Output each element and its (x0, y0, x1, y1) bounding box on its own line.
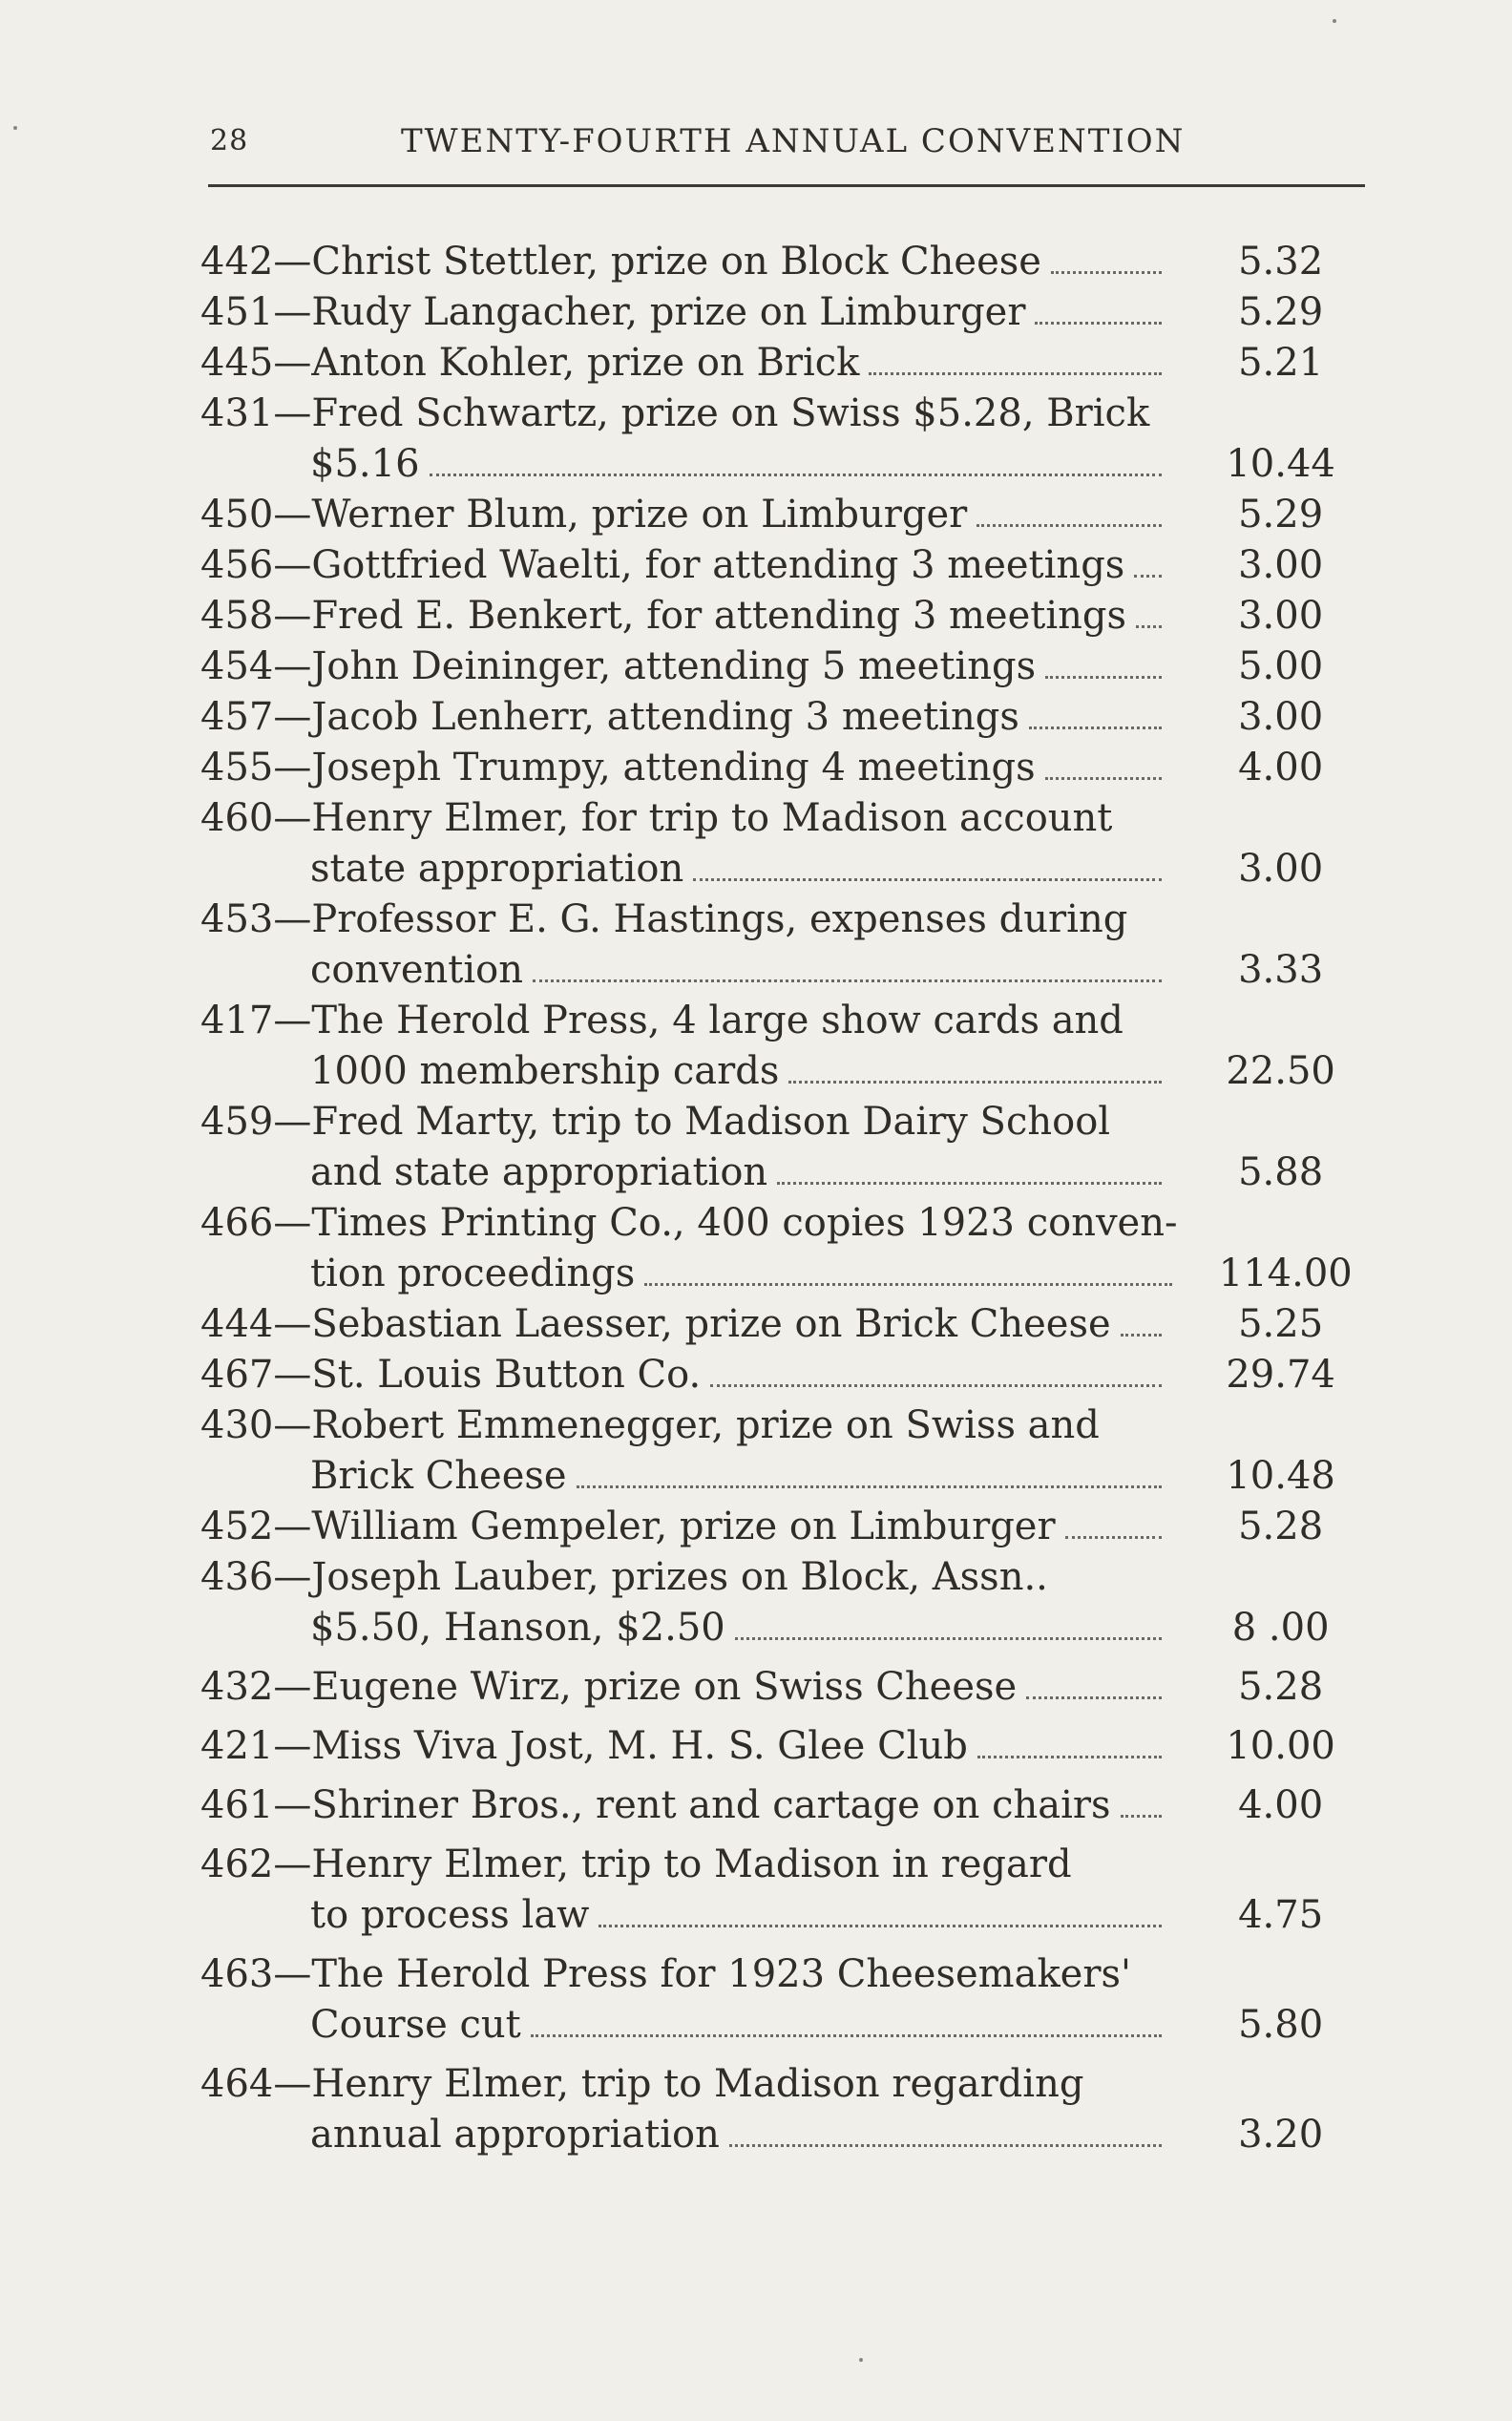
ledger-entry (200, 996, 1375, 1097)
entry-amount: 10.00 (1226, 1724, 1335, 1768)
ledger-entry (200, 1949, 1375, 2051)
dot-leader (710, 1384, 1162, 1387)
ledger-entry (200, 237, 1375, 287)
entry-amount: 5.29 (1238, 290, 1324, 334)
entry-text: 450—Werner Blum, prize on Limburger (200, 493, 968, 537)
entry-amount: 4.00 (1238, 746, 1324, 789)
dot-leader (976, 524, 1162, 527)
ledger-entry (200, 1299, 1375, 1350)
entry-description (200, 1299, 1167, 1350)
ledger-entry (200, 1097, 1375, 1198)
entry-line (200, 743, 1167, 793)
entry-description (200, 287, 1167, 338)
entry-text: 462—Henry Elmer, trip to Madison in regard (200, 1842, 1072, 1886)
entry-line (200, 692, 1167, 743)
entry-text: 461—Shriner Bros., rent and cartage on chairs (200, 1783, 1111, 1827)
speck-mark (1333, 19, 1336, 23)
ledger-entry (200, 1721, 1375, 1772)
entry-description (200, 1400, 1167, 1502)
entry-text: 466—Times Printing Co., 400 copies 1923 conven- (200, 1201, 1178, 1245)
entry-amount: 3.33 (1238, 948, 1324, 992)
entry-description (200, 895, 1167, 996)
entry-text: 467—St. Louis Button Co. (200, 1353, 702, 1397)
entry-amount: 10.48 (1226, 1454, 1335, 1498)
entry-amount: 5.28 (1238, 1505, 1324, 1548)
entry-amount: 114.00 (1218, 1252, 1353, 1295)
entry-amount: 10.44 (1226, 442, 1335, 486)
entry-line (200, 338, 1167, 389)
dot-leader (598, 1925, 1162, 1927)
dot-leader (1134, 575, 1162, 578)
dot-leader (693, 878, 1162, 881)
entry-amount: 5.25 (1238, 1302, 1324, 1346)
dot-leader (977, 1756, 1162, 1758)
entry-text: annual appropriation (310, 2113, 720, 2157)
page-number: 28 (210, 124, 249, 158)
entry-description (200, 2059, 1167, 2160)
entry-text: and state appropriation (310, 1150, 768, 1194)
entry-text: 421—Miss Viva Jost, M. H. S. Glee Club (200, 1724, 968, 1768)
speck-mark (13, 126, 17, 130)
ledger-entry (200, 1840, 1375, 1941)
entry-description (200, 1662, 1167, 1713)
entry-amount: 5.21 (1238, 341, 1324, 385)
ledger-entry (200, 2059, 1375, 2160)
entry-text: 432—Eugene Wirz, prize on Swiss Cheese (200, 1665, 1018, 1709)
entry-description (200, 490, 1167, 540)
entry-line (200, 1840, 1167, 1890)
entry-text: 456—Gottfried Waelti, for attending 3 meetings (200, 543, 1125, 587)
entry-description (200, 1502, 1167, 1552)
entry-amount: 3.00 (1238, 543, 1324, 587)
dot-leader (531, 2034, 1163, 2037)
entry-line (200, 1662, 1167, 1713)
entry-amount: 5.32 (1238, 240, 1324, 284)
ledger-entry (200, 692, 1375, 743)
expense-ledger (200, 237, 1375, 2160)
entry-line (200, 1299, 1167, 1350)
dot-leader (729, 2144, 1162, 2147)
entry-line (200, 1350, 1167, 1400)
running-head: TWENTY-FOURTH ANNUAL CONVENTION (401, 122, 1186, 160)
speck-mark (859, 2358, 863, 2362)
ledger-entry (200, 895, 1375, 996)
dot-leader (1136, 625, 1162, 628)
dot-leader (735, 1637, 1163, 1640)
entry-amount: 3.00 (1238, 695, 1324, 739)
ledger-entry (200, 1502, 1375, 1552)
entry-text: 436—Joseph Lauber, prizes on Block, Assn.. (200, 1555, 1048, 1599)
entry-amount: 4.00 (1238, 1783, 1324, 1827)
entry-text: 431—Fred Schwartz, prize on Swiss $5.28, Brick (200, 391, 1150, 435)
entry-line (200, 642, 1167, 692)
dot-leader (577, 1485, 1163, 1488)
ledger-entry (200, 642, 1375, 692)
entry-text: $5.50, Hanson, $2.50 (310, 1606, 725, 1650)
entry-text: 452—William Gempeler, prize on Limburger (200, 1505, 1056, 1548)
ledger-entry (200, 1552, 1375, 1653)
entry-line (200, 2110, 1167, 2160)
entry-line (200, 1400, 1167, 1451)
entry-description (200, 1097, 1167, 1198)
entry-line (200, 1502, 1167, 1552)
entry-amount: 4.75 (1238, 1893, 1324, 1937)
entry-description (200, 692, 1167, 743)
entry-amount: 5.80 (1238, 2003, 1324, 2047)
entry-line (200, 945, 1167, 996)
entry-line (200, 237, 1167, 287)
dot-leader (1045, 676, 1162, 679)
ledger-entry (200, 1350, 1375, 1400)
entry-line (200, 996, 1167, 1046)
entry-description (200, 642, 1167, 692)
entry-text: 451—Rudy Langacher, prize on Limburger (200, 290, 1026, 334)
entry-text: 455—Joseph Trumpy, attending 4 meetings (200, 746, 1036, 789)
entry-description (200, 1350, 1167, 1400)
ledger-entry (200, 490, 1375, 540)
entry-text: 430—Robert Emmenegger, prize on Swiss and (200, 1403, 1100, 1447)
ledger-entry (200, 1400, 1375, 1502)
entry-text: 457—Jacob Lenherr, attending 3 meetings (200, 695, 1019, 739)
entry-description (200, 237, 1167, 287)
entry-description (200, 1780, 1167, 1831)
entry-text: 1000 membership cards (310, 1049, 780, 1093)
entry-amount: 8 .00 (1231, 1606, 1330, 1650)
ledger-entry (200, 338, 1375, 389)
entry-line (200, 844, 1167, 895)
entry-amount: 29.74 (1226, 1353, 1335, 1397)
entry-text: to process law (310, 1893, 590, 1937)
entry-text: 458—Fred E. Benkert, for attending 3 meetings (200, 594, 1127, 638)
entry-text: tion proceedings (310, 1252, 636, 1295)
entry-line (200, 1147, 1167, 1198)
ledger-entry (200, 743, 1375, 793)
ledger-entry (200, 540, 1375, 591)
entry-line (200, 1603, 1167, 1653)
entry-amount: 3.20 (1238, 2113, 1324, 2157)
ledger-entry (200, 793, 1375, 895)
entry-text: 454—John Deininger, attending 5 meetings (200, 644, 1037, 688)
entry-description (200, 1840, 1167, 1941)
dot-leader (1029, 726, 1162, 729)
entry-amount: 3.00 (1238, 847, 1324, 891)
ledger-entry (200, 591, 1375, 642)
ledger-entry (200, 1662, 1375, 1713)
dot-leader (1026, 1696, 1162, 1699)
entry-amount: 5.00 (1238, 644, 1324, 688)
entry-description (200, 1949, 1167, 2051)
ledger-entry (200, 1198, 1375, 1299)
ledger-entry (200, 287, 1375, 338)
entry-description (200, 1552, 1167, 1653)
entry-line (200, 2000, 1167, 2051)
entry-line (200, 591, 1167, 642)
entry-description (200, 743, 1167, 793)
entry-line (200, 1097, 1167, 1147)
entry-amount: 5.88 (1238, 1150, 1324, 1194)
entry-line (200, 1552, 1167, 1603)
entry-description (200, 793, 1167, 895)
entry-description (200, 591, 1167, 642)
entry-amount: 5.29 (1238, 493, 1324, 537)
entry-description (200, 389, 1167, 490)
entry-line (200, 540, 1167, 591)
entry-text: 459—Fred Marty, trip to Madison Dairy School (200, 1100, 1111, 1144)
dot-leader (1045, 777, 1163, 780)
dot-leader (777, 1182, 1162, 1185)
dot-leader (430, 474, 1163, 476)
entry-line (200, 1890, 1167, 1941)
entry-text: 417—The Herold Press, 4 large show cards and (200, 999, 1124, 1042)
entry-text: state appropriation (310, 847, 684, 891)
entry-description (200, 338, 1167, 389)
entry-line (200, 1451, 1167, 1502)
dot-leader (1121, 1334, 1163, 1337)
entry-line (200, 287, 1167, 338)
entry-text: 453—Professor E. G. Hastings, expenses during (200, 897, 1128, 941)
entry-line (200, 1780, 1167, 1831)
dot-leader (1035, 322, 1162, 325)
ledger-entry (200, 1780, 1375, 1831)
entry-description (200, 1198, 1178, 1299)
entry-line (200, 389, 1167, 439)
dot-leader (1051, 271, 1162, 274)
entry-line (200, 793, 1167, 844)
entry-text: 464—Henry Elmer, trip to Madison regarding (200, 2062, 1084, 2106)
entry-line (200, 490, 1167, 540)
entry-line (200, 1721, 1167, 1772)
entry-text: convention (310, 948, 523, 992)
entry-text: Course cut (310, 2003, 521, 2047)
ledger-entry (200, 389, 1375, 490)
entry-amount: 5.28 (1238, 1665, 1324, 1709)
header-rule (208, 184, 1365, 187)
entry-description (200, 996, 1167, 1097)
entry-line (200, 2059, 1167, 2110)
entry-amount: 22.50 (1226, 1049, 1335, 1093)
entry-line (200, 1198, 1178, 1249)
page-header (210, 113, 1365, 170)
entry-description (200, 1721, 1167, 1772)
entry-text: 445—Anton Kohler, prize on Brick (200, 341, 860, 385)
entry-text: 442—Christ Stettler, prize on Block Cheese (200, 240, 1041, 284)
entry-line (200, 1046, 1167, 1097)
entry-line (200, 1949, 1167, 2000)
dot-leader (533, 979, 1162, 982)
entry-line (200, 1249, 1178, 1299)
entry-line (200, 439, 1167, 490)
entry-line (200, 895, 1167, 945)
entry-text: 444—Sebastian Laesser, prize on Brick Cheese (200, 1302, 1111, 1346)
dot-leader (1121, 1815, 1163, 1818)
entry-description (200, 540, 1167, 591)
entry-text: 463—The Herold Press for 1923 Cheesemakers' (200, 1952, 1131, 1996)
dot-leader (1065, 1536, 1163, 1539)
entry-text: $5.16 (310, 442, 420, 486)
entry-amount: 3.00 (1238, 594, 1324, 638)
dot-leader (869, 372, 1162, 375)
dot-leader (788, 1081, 1162, 1084)
entry-text: Brick Cheese (310, 1454, 567, 1498)
entry-text: 460—Henry Elmer, for trip to Madison account (200, 796, 1113, 840)
dot-leader (644, 1283, 1171, 1286)
